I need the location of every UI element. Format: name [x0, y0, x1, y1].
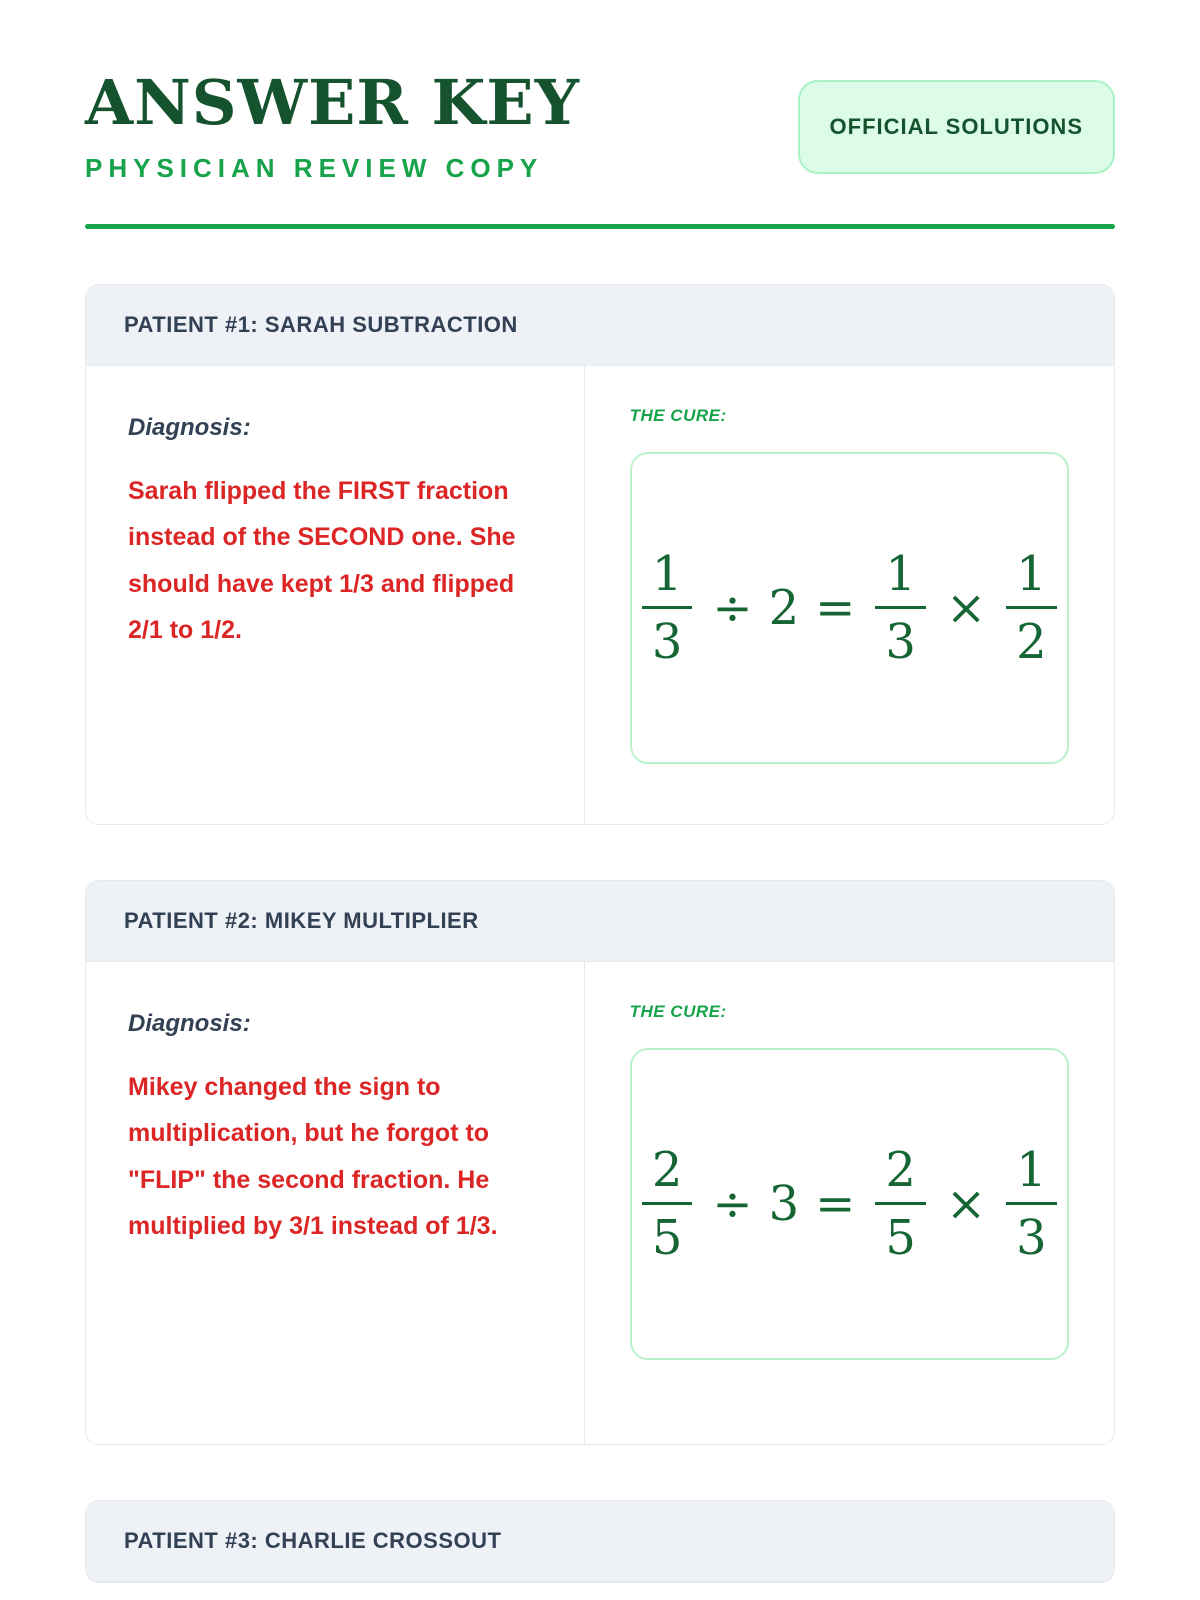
- fraction-denominator: 3: [875, 606, 926, 666]
- patient-2-body: [86, 962, 1114, 1444]
- fraction-denominator: 3: [1006, 1202, 1057, 1262]
- patient-card-2: [85, 880, 1115, 1445]
- fraction-denominator: 2: [1006, 606, 1057, 666]
- fraction-numerator: 2: [885, 1142, 916, 1199]
- patient-1-equation: [638, 546, 1061, 671]
- header-titles: [85, 66, 580, 184]
- fraction-numerator: 1: [1016, 1142, 1047, 1199]
- patient-2-diagnosis-column: [86, 962, 585, 1444]
- divisor: 3: [768, 1176, 800, 1233]
- division-sign: ÷: [712, 1176, 753, 1233]
- fraction-numerator: 1: [885, 546, 916, 603]
- patient-1-title: PATIENT #1: SARAH SUBTRACTION: [86, 285, 1114, 366]
- patient-3-title: PATIENT #3: CHARLIE CROSSOUT: [86, 1501, 1114, 1582]
- patient-2-equation: [638, 1142, 1061, 1267]
- fraction: [875, 546, 926, 671]
- page-subtitle: PHYSICIAN REVIEW COPY: [85, 153, 544, 184]
- fraction: [1006, 1142, 1057, 1267]
- patient-2-title: PATIENT #2: MIKEY MULTIPLIER: [86, 881, 1114, 962]
- patient-card-3: [85, 1500, 1115, 1583]
- patient-1-equation-box: [630, 452, 1069, 764]
- page-title: ANSWER KEY: [85, 66, 580, 139]
- official-solutions-badge: OFFICIAL SOLUTIONS: [798, 80, 1115, 174]
- patient-2-cure-column: [585, 962, 1114, 1444]
- fraction-denominator: 5: [875, 1202, 926, 1262]
- fraction-denominator: 3: [642, 606, 693, 666]
- equals-sign: =: [815, 1176, 856, 1233]
- page-header: [85, 66, 1115, 184]
- patient-1-body: [86, 366, 1114, 824]
- fraction-denominator: 5: [642, 1202, 693, 1262]
- fraction: [642, 546, 693, 671]
- diagnosis-label: Diagnosis:: [128, 1010, 251, 1038]
- patient-2-equation-box: [630, 1048, 1069, 1360]
- patient-1-diagnosis-text: Sarah flipped the FIRST fraction instead of the SECOND one. She should have kept 1/3 and flipped 2/1 to 1/2.: [128, 477, 516, 644]
- fraction: [1006, 546, 1057, 671]
- division-sign: ÷: [712, 580, 753, 637]
- fraction-numerator: 2: [651, 1142, 683, 1199]
- patient-card-1: [85, 284, 1115, 825]
- fraction-numerator: 1: [1016, 546, 1047, 603]
- fraction-numerator: 1: [651, 546, 683, 603]
- header-divider: [85, 224, 1115, 229]
- equals-sign: =: [815, 580, 856, 637]
- patient-2-diagnosis-text: Mikey changed the sign to multiplication, but he forgot to "FLIP" the second fraction. He multiplied by 3/1 instead of 1/3.: [128, 1073, 498, 1240]
- fraction: [875, 1142, 926, 1267]
- cure-label: THE CURE:: [629, 1002, 727, 1022]
- cure-label: THE CURE:: [629, 406, 727, 426]
- divisor: 2: [768, 580, 800, 637]
- fraction: [642, 1142, 693, 1267]
- patient-1-cure-column: [585, 366, 1114, 824]
- multiplication-sign: ×: [945, 580, 987, 637]
- multiplication-sign: ×: [945, 1176, 987, 1233]
- diagnosis-label: Diagnosis:: [128, 414, 251, 442]
- patient-1-diagnosis-column: [86, 366, 585, 824]
